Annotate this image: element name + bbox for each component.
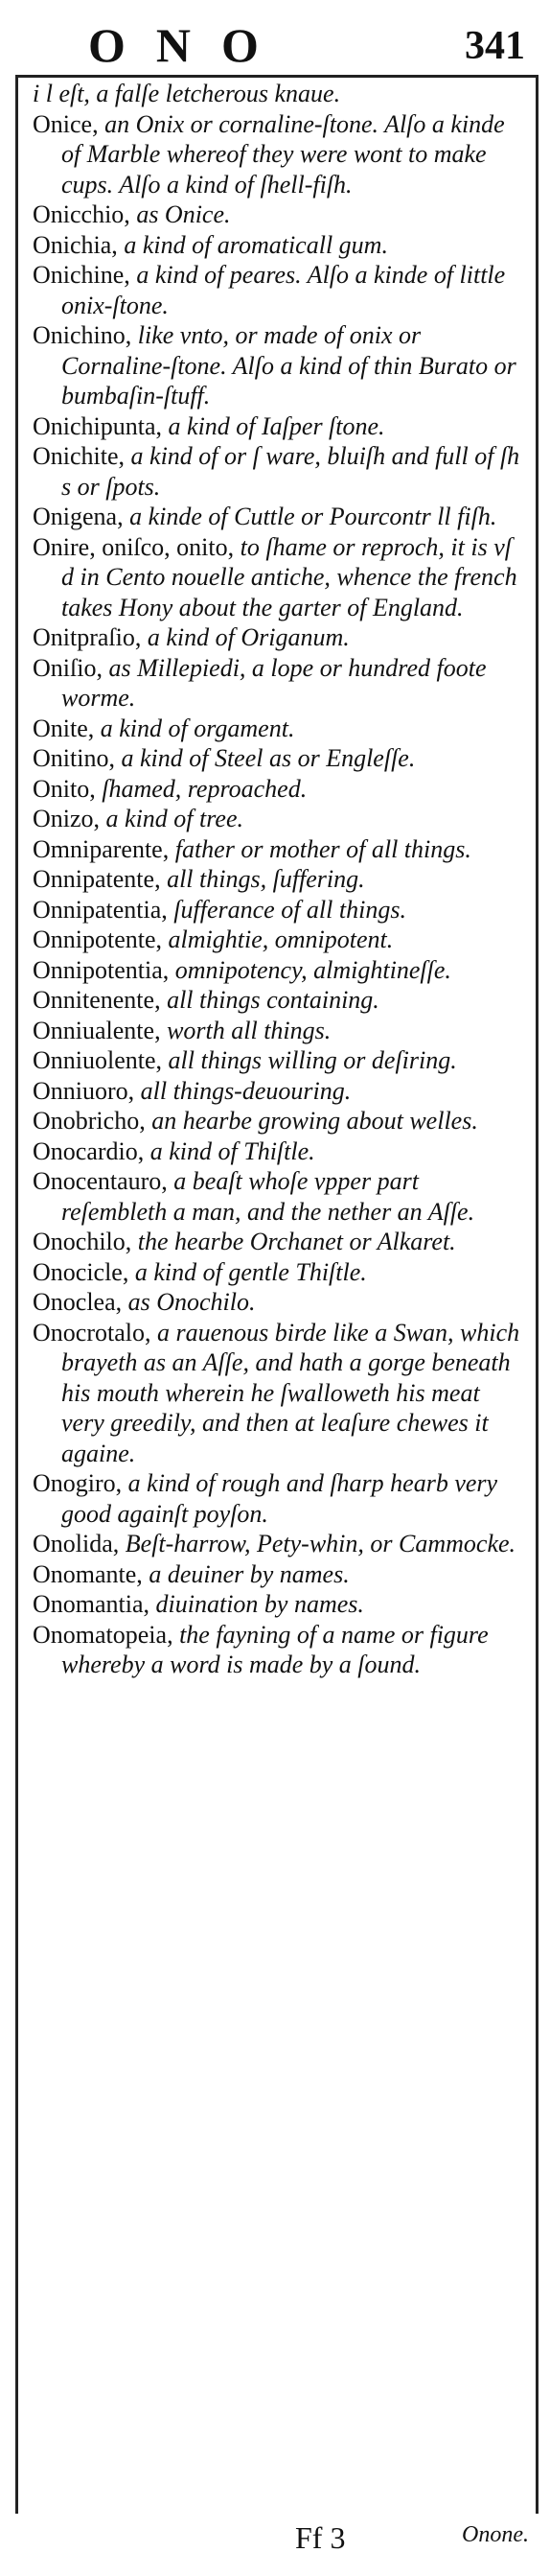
entry-headword: Onitino, (33, 744, 122, 772)
entry-definition: like vnto, or made of onix or Cornaline-ſtone. Alſo a kind of thin Burato or bumbaſin-ſtuff. (61, 321, 516, 410)
dictionary-column (33, 79, 521, 1680)
entry-headword: Onnipatente, (33, 865, 168, 893)
entry-headword: Onicchio, (33, 200, 137, 228)
entry-definition: all things willing or deſiring. (168, 1046, 457, 1074)
entry-headword: Onnipotentia, (33, 955, 175, 984)
dictionary-entry (33, 895, 521, 925)
dictionary-entry (33, 320, 521, 411)
entry-definition: the hearbe Orchanet or Alkaret. (137, 1228, 456, 1255)
entry-headword: Onomante, (33, 1559, 149, 1588)
running-head: ONO (88, 18, 289, 72)
entry-headword: Onitpraſio, (33, 623, 148, 651)
page-footer (0, 2515, 550, 2572)
entry-definition: i l eſt, a falſe letcherous knaue. (33, 80, 341, 107)
entry-headword: Onocrotalo, (33, 1318, 157, 1347)
catchword: Onone. (462, 2522, 529, 2547)
entry-definition: a kind of Thiſtle. (149, 1136, 315, 1165)
entry-definition: omnipotency, almightineſſe. (174, 955, 451, 984)
entry-headword: Onice, (33, 109, 105, 138)
dictionary-entry (33, 79, 521, 109)
dictionary-entry (33, 1136, 521, 1167)
entry-headword: Onigena, (33, 503, 130, 530)
dictionary-entry (33, 230, 521, 261)
entry-definition: a kind of tree. (105, 805, 243, 832)
entry-headword: Onichite, (33, 442, 131, 470)
dictionary-entry (33, 1287, 521, 1318)
dictionary-entry (33, 1318, 521, 1469)
entry-headword: Onito, (33, 774, 103, 803)
dictionary-entry (33, 1045, 521, 1076)
entry-definition: a rauenous birde like a Swan, which brayeth as an Aſſe, and hath a gorge beneath his mouth wherein he ſwalloweth his meat very greedily, and then at leaſure chewes it againe. (61, 1318, 520, 1467)
entry-definition: a deuiner by names. (149, 1559, 350, 1588)
entry-headword: Onire, oniſco, onito, (33, 532, 241, 561)
entry-definition: a kind of or ſ ware, bluiſh and full of ſh s or ſpots. (61, 442, 520, 501)
entry-headword: Onogiro, (33, 1469, 128, 1497)
entry-headword: Onichino, (33, 321, 138, 349)
entry-headword: Onnitenente, (33, 986, 168, 1014)
dictionary-entry (33, 1076, 521, 1107)
entry-definition: an Onix or cornaline-ſtone. Alſo a kinde of Marble whereof they were wont to make cups. Alſo a kind of ſhell-fiſh. (61, 109, 505, 199)
dictionary-entry (33, 714, 521, 744)
entry-definition: a kind of aromaticall gum. (124, 230, 388, 259)
dictionary-entry (33, 1620, 521, 1680)
page-number: 341 (465, 24, 525, 68)
entry-definition: a kind of peares. Alſo a kinde of little onix-ſtone. (61, 261, 506, 319)
dictionary-entry (33, 1468, 521, 1529)
dictionary-entry (33, 532, 521, 623)
entry-definition: all things containing. (167, 986, 379, 1014)
dictionary-entry (33, 411, 521, 442)
entry-headword: Onolida, (33, 1530, 126, 1557)
dictionary-entry (33, 653, 521, 714)
entry-definition: ſhamed, reproached. (102, 774, 308, 803)
dictionary-entry (33, 622, 521, 653)
entry-definition: as Millepiedi, a lope or hundred foote worme. (61, 653, 487, 712)
entry-headword: Onocicle, (33, 1257, 135, 1286)
entry-definition: worth all things. (167, 1016, 332, 1044)
entry-headword: Onizo, (33, 805, 106, 832)
entry-headword: Onichine, (33, 261, 137, 289)
entry-headword: Onomatopeia, (33, 1620, 180, 1649)
entry-headword: Onnipotente, (33, 925, 169, 953)
entry-definition: an hearbe growing about welles. (151, 1107, 478, 1135)
dictionary-entry (33, 743, 521, 774)
entry-headword: Onichia, (33, 230, 125, 259)
entry-headword: Onocentauro, (33, 1167, 174, 1195)
entry-headword: Onoclea, (33, 1288, 128, 1316)
entry-definition: a kind of Origanum. (147, 623, 350, 651)
entry-definition: a kind of gentle Thiſtle. (134, 1257, 367, 1286)
entry-headword: Oniſio, (33, 653, 109, 682)
entry-definition: a kind of Iaſper ſtone. (168, 411, 385, 440)
entry-headword: Onniuolente, (33, 1046, 169, 1074)
dictionary-entry (33, 109, 521, 200)
entry-definition: ſufferance of all things. (173, 895, 406, 924)
dictionary-entry (33, 925, 521, 955)
dictionary-entry (33, 955, 521, 986)
entry-headword: Onochilo, (33, 1228, 138, 1255)
entry-definition: a kind of rough and ſharp hearb very good againſt poyſon. (61, 1469, 498, 1528)
dictionary-entry (33, 502, 521, 532)
dictionary-entry (33, 1227, 521, 1257)
entry-definition: the fayning of a name or figure whereby a word is made by a ſound. (61, 1620, 489, 1678)
entry-definition: as Onochilo. (127, 1288, 256, 1316)
signature-mark: Ff 3 (295, 2520, 346, 2555)
entry-definition: a kind of orgament. (100, 714, 295, 742)
dictionary-entry (33, 441, 521, 502)
entry-definition: a kinde of Cuttle or Pourcontr ll fiſh. (129, 503, 497, 530)
dictionary-entry (33, 834, 521, 865)
dictionary-entry (33, 774, 521, 805)
entry-definition: diuination by names. (155, 1590, 364, 1618)
entry-definition: all things, ſuffering. (167, 865, 365, 893)
entry-headword: Onniualente, (33, 1016, 168, 1044)
dictionary-entry (33, 864, 521, 895)
entry-headword: Onite, (33, 714, 101, 742)
entry-definition: Beſt-harrow, Pety-whin, or Cammocke. (125, 1530, 516, 1557)
entry-headword: Omniparente, (33, 834, 175, 863)
dictionary-entry (33, 1559, 521, 1590)
dictionary-entry (33, 260, 521, 320)
dictionary-entry (33, 1166, 521, 1227)
entry-headword: Onocardio, (33, 1136, 150, 1165)
dictionary-entry (33, 985, 521, 1016)
dictionary-entry (33, 199, 521, 230)
dictionary-entry (33, 1257, 521, 1288)
dictionary-entry (33, 1589, 521, 1620)
entry-headword: Onichipunta, (33, 411, 169, 440)
entry-definition: all things-deuouring. (140, 1076, 352, 1105)
entry-definition: to ſhame or reproch, it is vſ d in Cento nouelle antiche, whence the french takes Hony about the garter of England. (61, 532, 517, 621)
entry-definition: father or mother of all things. (174, 834, 471, 863)
entry-headword: Onnipatentia, (33, 895, 174, 924)
dictionary-entry (33, 1106, 521, 1136)
dictionary-entry (33, 1016, 521, 1046)
entry-headword: Onobricho, (33, 1107, 152, 1135)
entry-headword: Onomantia, (33, 1590, 156, 1618)
entry-definition: as Onice. (136, 200, 231, 228)
entry-definition: almightie, omnipotent. (168, 925, 394, 953)
entry-definition: a kind of Steel as or Engleſſe. (121, 744, 416, 772)
entry-definition: a beaſt whoſe vpper part reſembleth a man, and the nether an Aſſe. (61, 1167, 475, 1226)
dictionary-entry (33, 804, 521, 834)
dictionary-entry (33, 1529, 521, 1559)
entry-headword: Onniuoro, (33, 1076, 141, 1105)
